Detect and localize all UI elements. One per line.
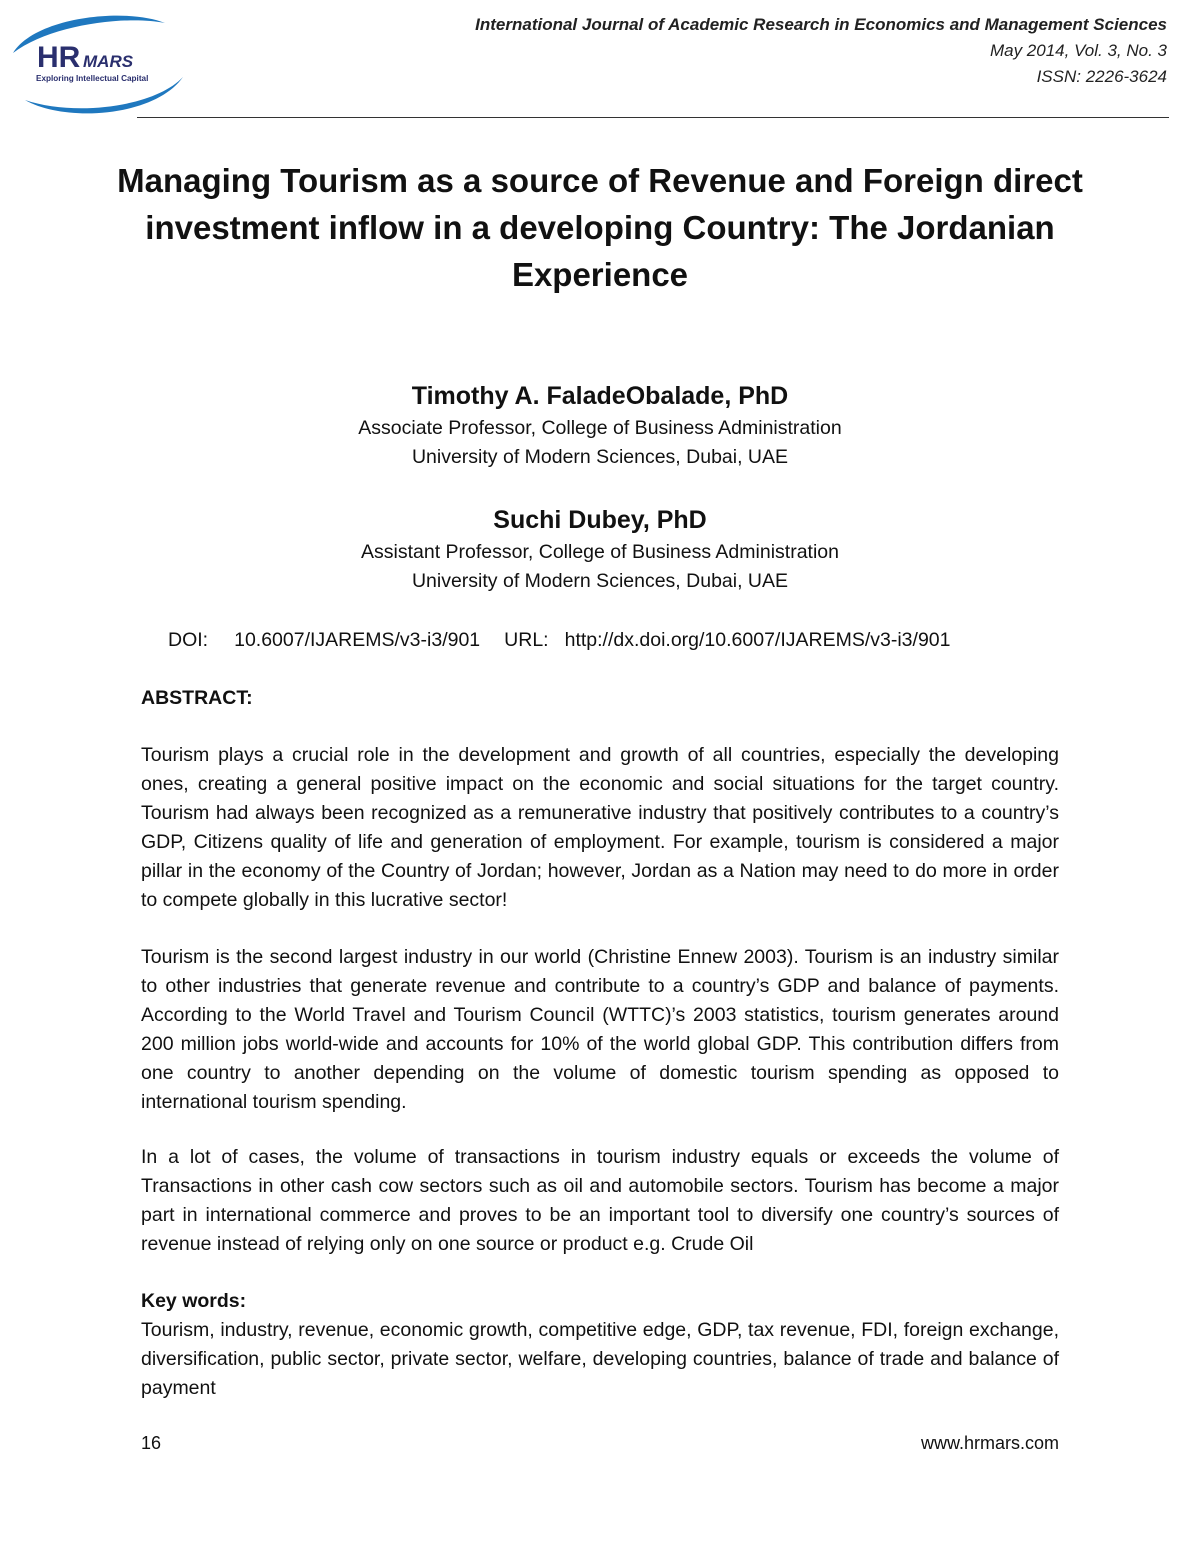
abstract-paragraph-text: Tourism plays a crucial role in the development and growth of all countries, especially the developing ones, creating a general positive impact on the economic and social situations for the target country. Tourism had always been recognized as a remunerative industry that positively contributes to a country’s GDP, Citizens quality of life and generation of employment. For example, tourism is considered a major pillar in the economy of the Country of Jordan; however, Jordan as a Nation may need to do more in order to compete globally in this lucrative sector!	[141, 744, 1059, 911]
abstract-paragraph	[141, 741, 1059, 915]
url-link[interactable]: http://dx.doi.org/10.6007/IJAREMS/v3-i3/901	[564, 629, 951, 651]
logo-text-hr: HR	[37, 41, 81, 74]
journal-issue: May 2014, Vol. 3, No. 3	[989, 41, 1167, 60]
doi-line	[168, 625, 950, 655]
keywords-list	[141, 1316, 1059, 1403]
journal-info	[475, 12, 1167, 90]
website-link[interactable]: www.hrmars.com	[920, 1433, 1059, 1453]
keywords-heading: Key words:	[141, 1290, 247, 1312]
abstract-paragraph	[141, 1143, 1059, 1259]
logo-tagline: Exploring Intellectual Capital	[36, 74, 149, 83]
journal-name: International Journal of Academic Research in Economics and Management Sciences	[475, 15, 1167, 34]
author-block	[200, 502, 1000, 596]
author-affiliation: University of Modern Sciences, Dubai, UAE	[411, 570, 789, 592]
author-position: Associate Professor, College of Business Administration	[358, 417, 842, 439]
author-name: Timothy A. FaladeObalade, PhD	[411, 382, 789, 410]
abstract-paragraph-text: Tourism is the second largest industry in our world (Christine Ennew 2003). Tourism is an industry similar to other industries that generate revenue and contribute to a country’s GDP and balance of payments. According to the World Travel and Tourism Council (WTTC)’s 2003 statistics, tourism generates around 200 million jobs world-wide and accounts for 10% of the world global GDP. This contribution differs from one country to another depending on the volume of domestic tourism spending as opposed to international tourism spending.	[141, 946, 1059, 1113]
doi-link[interactable]: 10.6007/IJAREMS/v3-i3/901	[234, 629, 481, 651]
paper-title: Managing Tourism as a source of Revenue and Foreign direct investment inflow in a developing Country: The Jordanian Experience	[117, 162, 1083, 293]
abstract-paragraph	[141, 943, 1059, 1117]
author-affiliation: University of Modern Sciences, Dubai, UAE	[411, 446, 789, 468]
logo-text-mars: MARS	[83, 52, 134, 71]
author-block	[200, 378, 1000, 472]
page-number: 16	[141, 1433, 162, 1453]
journal-issn: ISSN: 2226-3624	[1036, 67, 1167, 86]
url-label: URL:	[504, 629, 549, 651]
abstract-heading: ABSTRACT:	[141, 687, 253, 709]
header-divider	[137, 117, 1169, 118]
doi-label: DOI:	[168, 629, 209, 651]
page-footer	[141, 1430, 1059, 1456]
author-name: Suchi Dubey, PhD	[493, 506, 707, 534]
author-position: Assistant Professor, College of Business Administration	[361, 541, 839, 563]
keywords-text: Tourism, industry, revenue, economic growth, competitive edge, GDP, tax revenue, FDI, foreign exchange, diversification, public sector, private sector, welfare, developing countries, balance of trade and balance of payment	[141, 1319, 1059, 1399]
abstract-paragraph-text: In a lot of cases, the volume of transactions in tourism industry equals or exceeds the volume of Transactions in other cash cow sectors such as oil and automobile sectors. Tourism has become a major part in international commerce and proves to be an important tool to diversify one country’s sources of revenue instead of relying only on one source or product e.g. Crude Oil	[141, 1146, 1059, 1255]
logo-arc-top	[13, 16, 165, 53]
hrmars-logo-graphic	[5, 5, 185, 120]
hrmars-logo	[5, 5, 185, 120]
